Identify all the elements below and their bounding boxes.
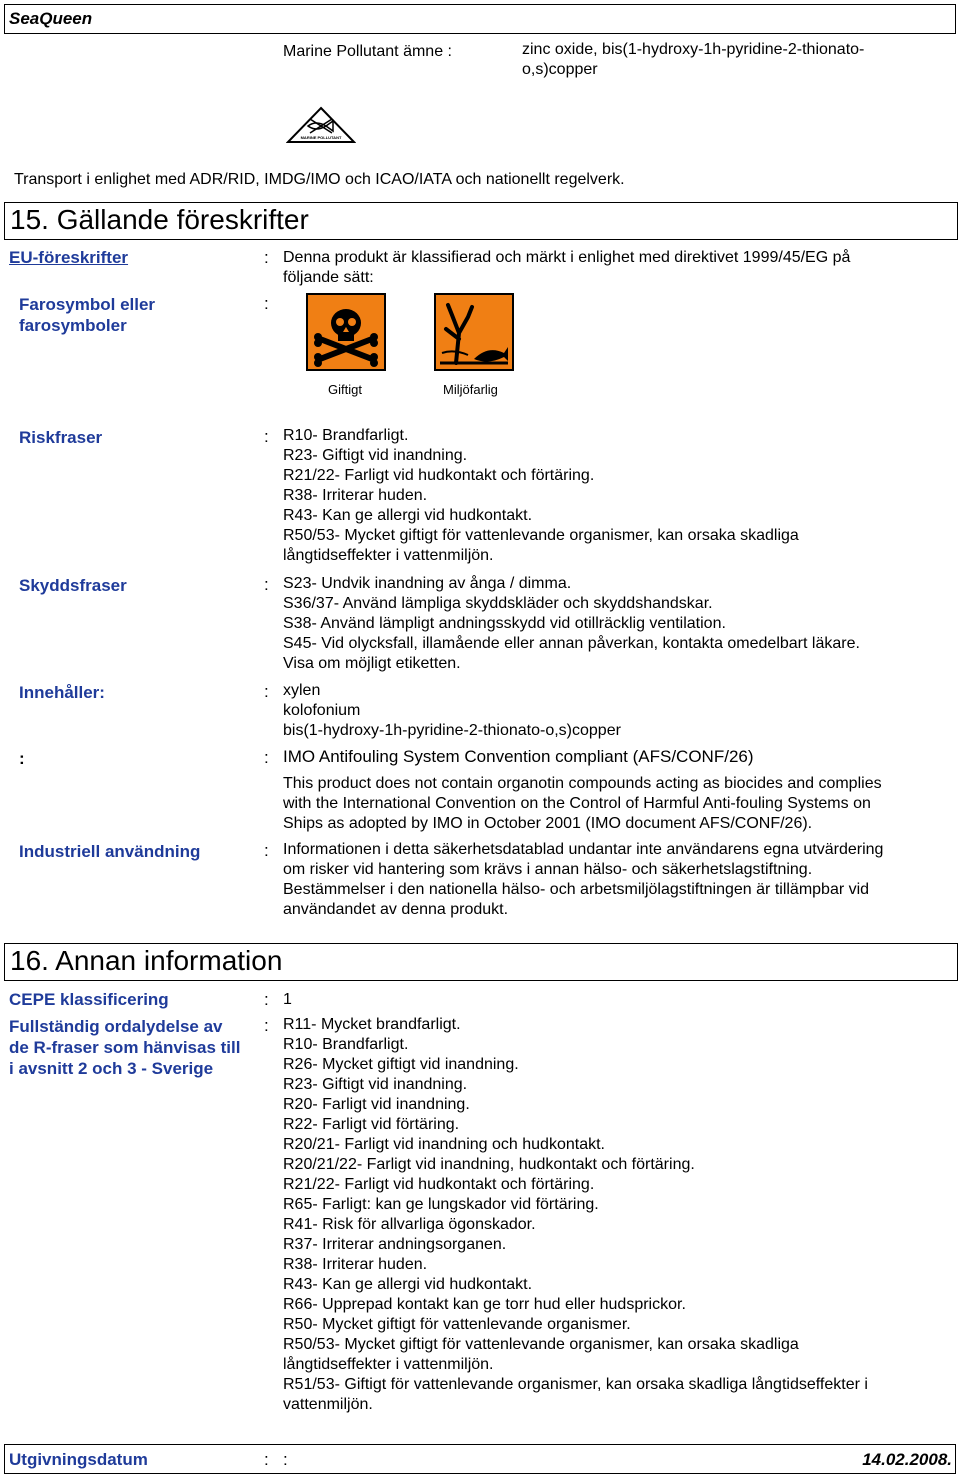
full-text-list: [283, 1015, 868, 1415]
marine-pollutant-caption: MARINE POLLUTANT: [300, 135, 342, 140]
risk-phrase: R10- Brandfarligt.: [283, 427, 409, 444]
section-16-title: 16. Annan information: [10, 945, 283, 976]
imo-text: [283, 774, 882, 834]
hazard-symbols-label: [19, 294, 155, 336]
imo-text-line: Ships as adopted by IMO in October 2001 (IMO document AFS/CONF/26).: [283, 815, 813, 832]
r-phrase: R43- Kan ge allergi vid hudkontakt.: [283, 1276, 533, 1293]
r-phrase: R41- Risk för allvarliga ögonskador.: [283, 1216, 536, 1233]
industrial-use-line: Bestämmelser i den nationella hälso- och arbetsmiljölagstiftningen är tillämpbar vid: [283, 881, 870, 898]
toxic-pictogram: [306, 293, 386, 371]
contains-colon: :: [264, 682, 269, 701]
risk-phrase: R43- Kan ge allergi vid hudkontakt.: [283, 507, 533, 524]
cepe-label: CEPE klassificering: [9, 990, 169, 1009]
imo-title: IMO Antifouling System Convention compliant (AFS/CONF/26): [283, 747, 754, 766]
risk-phrase: långtidseffekter i vattenmiljön.: [283, 547, 494, 564]
app-title: SeaQueen: [9, 9, 93, 28]
marine-pollutant-label: Marine Pollutant ämne :: [283, 43, 452, 60]
risk-phrases-list: [283, 426, 799, 566]
issue-date-label: Utgivningsdatum: [9, 1450, 148, 1469]
contains-label: Innehåller:: [19, 683, 105, 702]
safety-phrases-label: Skyddsfraser: [19, 576, 127, 595]
environment-pictogram: [434, 293, 514, 371]
risk-phrase: R23- Giftigt vid inandning.: [283, 447, 468, 464]
eu-regulations-line: Denna produkt är klassifierad och märkt i enlighet med direktivet 1999/45/EG på: [283, 249, 851, 266]
safety-phrase: S45- Vid olycksfall, illamående eller annan påverkan, kontakta omedelbart läkare.: [283, 635, 860, 652]
skull-crossbones-icon: [306, 293, 386, 371]
cepe-value: 1: [283, 991, 292, 1008]
issue-date-colon: :: [264, 1450, 269, 1469]
issue-date-value: 14.02.2008.: [862, 1450, 952, 1469]
r-phrase: R50/53- Mycket giftigt för vattenlevande organismer, kan orsaka skadliga: [283, 1336, 799, 1353]
r-phrase: R26- Mycket giftigt vid inandning.: [283, 1056, 519, 1073]
r-phrase: R20/21- Farligt vid inandning och hudkontakt.: [283, 1136, 605, 1153]
contains-list: [283, 681, 621, 741]
imo-label: :: [19, 749, 25, 768]
marine-pollutant-value-line: zinc oxide, bis(1-hydroxy-1h-pyridine-2-thionato-: [522, 41, 865, 58]
r-phrase: R22- Farligt vid förtäring.: [283, 1116, 460, 1133]
eu-regulations-colon: :: [264, 248, 269, 267]
cepe-colon: :: [264, 990, 269, 1009]
risk-phrases-colon: :: [264, 427, 269, 446]
hazard-symbols-colon: :: [264, 294, 269, 313]
r-phrase: R65- Farligt: kan ge lungskador vid förtäring.: [283, 1196, 599, 1213]
safety-phrases-colon: :: [264, 575, 269, 594]
risk-phrases-label: Riskfraser: [19, 428, 103, 447]
full-text-label-line: Fullständig ordalydelse av: [9, 1017, 223, 1036]
contains-item: kolofonium: [283, 702, 361, 719]
imo-text-line: with the International Convention on the Control of Harmful Anti-fouling Systems on: [283, 795, 871, 812]
risk-phrase: R38- Irriterar huden.: [283, 487, 428, 504]
safety-phrase: Visa om möjligt etiketten.: [283, 655, 461, 672]
header-bar: [4, 4, 956, 34]
full-text-label-line: i avsnitt 2 och 3 - Sverige: [9, 1059, 214, 1078]
r-phrase: R51/53- Giftigt för vattenlevande organismer, kan orsaka skadliga långtidseffekter i: [283, 1376, 868, 1393]
issue-date-colon-2: :: [283, 1450, 288, 1469]
safety-phrase: S38- Använd lämpligt andningsskydd vid otillräcklig ventilation.: [283, 615, 726, 632]
eu-regulations-text: [283, 248, 850, 288]
industrial-use-text: [283, 840, 883, 920]
r-phrase: R20- Farligt vid inandning.: [283, 1096, 470, 1113]
industrial-use-label: Industriell användning: [19, 842, 201, 861]
hazard-symbols-label-line: Farosymbol eller: [19, 295, 156, 314]
industrial-use-colon: :: [264, 841, 269, 860]
industrial-use-line: användandet av denna produkt.: [283, 901, 509, 918]
contains-item: xylen: [283, 682, 321, 699]
r-phrase: R66- Upprepad kontakt kan ge torr hud eller hudsprickor.: [283, 1296, 686, 1313]
environment-hazard-icon: [434, 293, 514, 371]
contains-item: bis(1-hydroxy-1h-pyridine-2-thionato-o,s)copper: [283, 722, 621, 739]
hazard-symbols-label-line: farosymboler: [19, 316, 127, 335]
marine-pollutant-value-line: o,s)copper: [522, 61, 598, 78]
r-phrase: R21/22- Farligt vid hudkontakt och förtäring.: [283, 1176, 595, 1193]
r-phrase: R23- Giftigt vid inandning.: [283, 1076, 468, 1093]
r-phrase: vattenmiljön.: [283, 1396, 373, 1413]
full-text-colon: :: [264, 1016, 269, 1035]
imo-text-line: This product does not contain organotin compounds acting as biocides and complies: [283, 775, 882, 792]
r-phrase: R50- Mycket giftigt för vattenlevande organismer.: [283, 1316, 631, 1333]
eu-regulations-label: EU-föreskrifter: [9, 248, 129, 267]
risk-phrase: R50/53- Mycket giftigt för vattenlevande organismer, kan orsaka skadliga: [283, 527, 799, 544]
safety-phrase: S23- Undvik inandning av ånga / dimma.: [283, 575, 572, 592]
risk-phrase: R21/22- Farligt vid hudkontakt och förtäring.: [283, 467, 595, 484]
environment-caption: Miljöfarlig: [443, 382, 498, 397]
marine-pollutant-value: [522, 40, 864, 80]
safety-phrase: S36/37- Använd lämpliga skyddskläder och skyddshandskar.: [283, 595, 713, 612]
imo-colon: :: [264, 748, 269, 767]
marine-pollutant-pictogram: [286, 106, 356, 144]
section-15-title: 15. Gällande föreskrifter: [10, 204, 309, 235]
r-phrase: R10- Brandfarligt.: [283, 1036, 409, 1053]
r-phrase: R37- Irriterar andningsorganen.: [283, 1236, 507, 1253]
transport-note: Transport i enlighet med ADR/RID, IMDG/IMO och ICAO/IATA och nationellt regelverk.: [14, 171, 625, 188]
eu-regulations-line: följande sätt:: [283, 269, 374, 286]
r-phrase: R11- Mycket brandfarligt.: [283, 1016, 461, 1033]
full-text-label-line: de R-fraser som hänvisas till: [9, 1038, 241, 1057]
industrial-use-line: Informationen i detta säkerhetsdatablad undantar inte användarens egna utvärdering: [283, 841, 884, 858]
r-phrase: R20/21/22- Farligt vid inandning, hudkontakt och förtäring.: [283, 1156, 695, 1173]
safety-phrases-list: [283, 574, 860, 674]
industrial-use-line: om risker vid hantering som krävs i annan hälso- och säkerhetslagstiftning.: [283, 861, 813, 878]
r-phrase: långtidseffekter i vattenmiljön.: [283, 1356, 494, 1373]
r-phrase: R38- Irriterar huden.: [283, 1256, 428, 1273]
toxic-caption: Giftigt: [328, 382, 362, 397]
full-text-label: [9, 1016, 240, 1079]
